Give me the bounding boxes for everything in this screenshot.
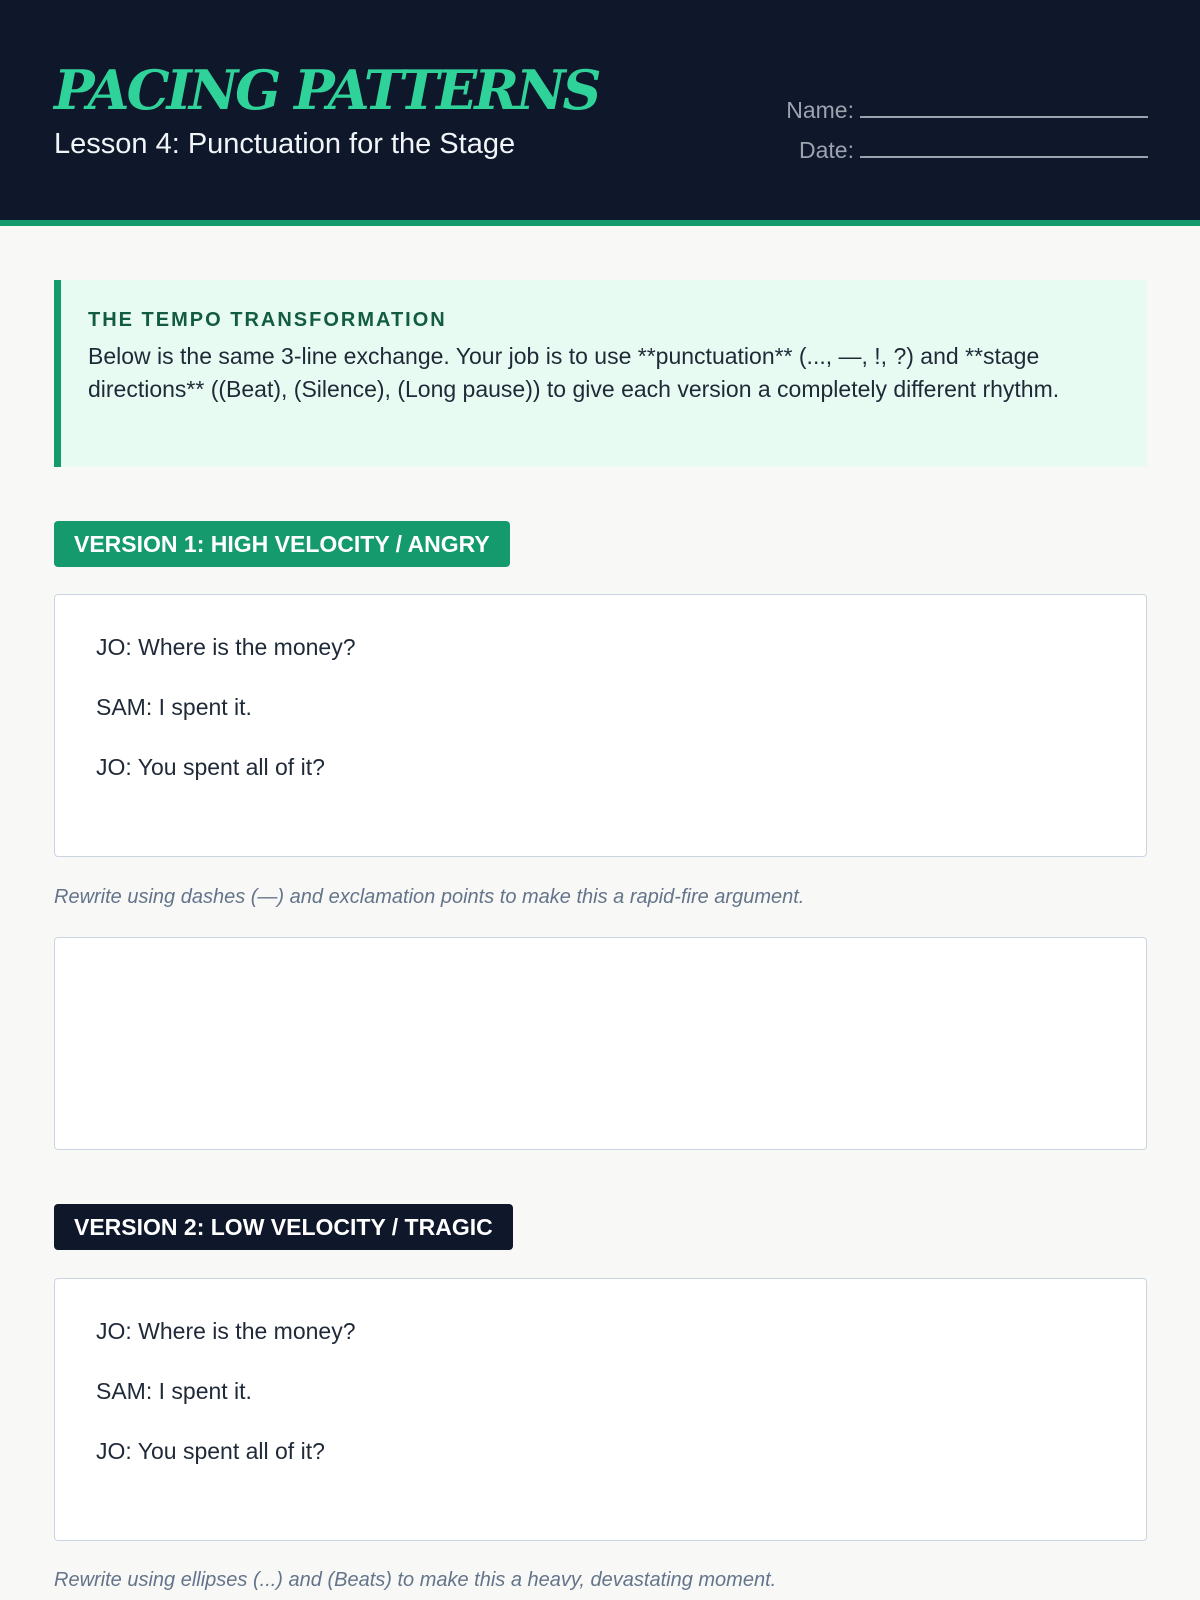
date-blank-line[interactable]: [860, 156, 1148, 158]
callout-heading: THE TEMPO TRANSFORMATION: [88, 309, 447, 331]
version-2-instruction: Rewrite using ellipses (...) and (Beats) to make this a heavy, devastating moment.: [54, 1569, 777, 1591]
version-1-instruction: Rewrite using dashes (—) and exclamation points to make this a rapid-fire argument.: [54, 886, 805, 908]
date-label: Date:: [799, 137, 854, 163]
dialogue-line: SAM: I spent it.: [96, 694, 252, 720]
dialogue-line: JO: Where is the money?: [96, 634, 356, 660]
name-label: Name:: [786, 97, 854, 123]
version-1-answer-box[interactable]: [54, 937, 1147, 1150]
version-2-badge: VERSION 2: LOW VELOCITY / TRAGIC: [54, 1204, 513, 1250]
dialogue-line: SAM: I spent it.: [96, 1378, 252, 1404]
version-1-badge: VERSION 1: HIGH VELOCITY / ANGRY: [54, 521, 510, 567]
version-1-dialogue-box: [54, 594, 1147, 857]
dialogue-line: JO: Where is the money?: [96, 1318, 356, 1344]
worksheet-header: [0, 0, 1200, 226]
dialogue-line: JO: You spent all of it?: [96, 1438, 325, 1464]
lesson-subtitle: Lesson 4: Punctuation for the Stage: [54, 128, 516, 160]
dialogue-line: JO: You spent all of it?: [96, 754, 325, 780]
instructions-callout: [54, 280, 1147, 467]
worksheet-title: PACING PATTERNS: [54, 58, 599, 122]
callout-body: Below is the same 3-line exchange. Your job is to use **punctuation** (..., —, !, ?) and **stage directions** ((Beat), (Silence), (Long pause)) to give each version a completely different rhythm.: [88, 343, 1060, 402]
date-field[interactable]: [799, 134, 1148, 164]
name-blank-line[interactable]: [860, 116, 1148, 118]
version-2-dialogue-box: [54, 1278, 1147, 1541]
name-field[interactable]: [786, 94, 1148, 124]
